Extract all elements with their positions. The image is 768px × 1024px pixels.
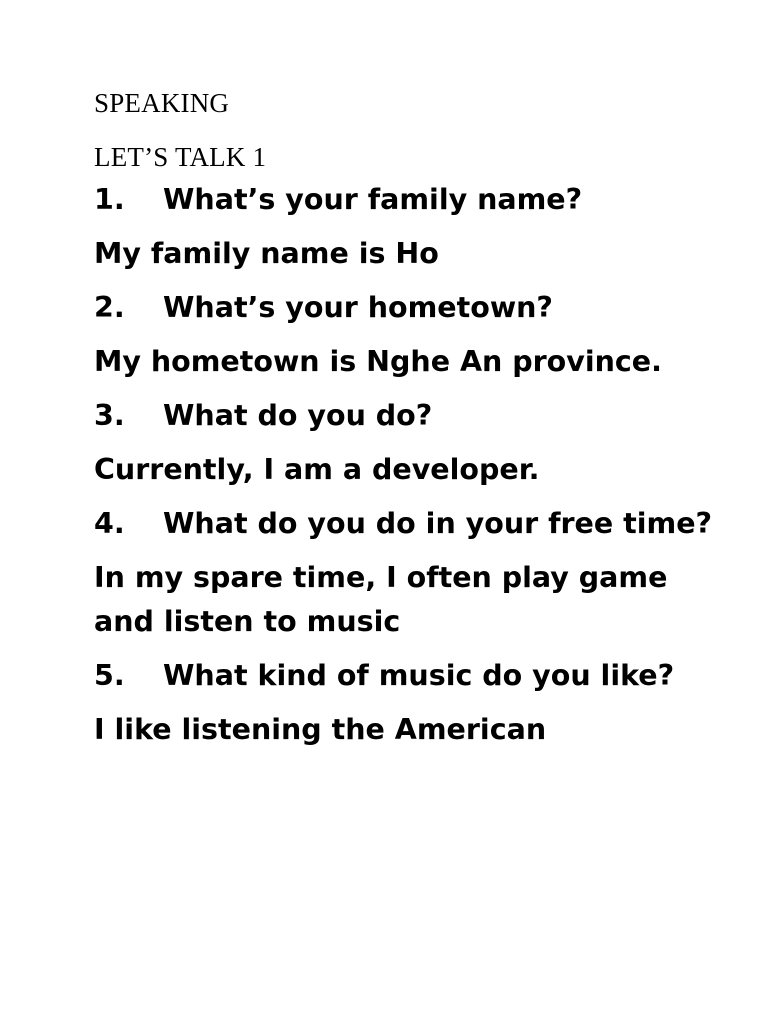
question-number: 5. xyxy=(94,659,125,692)
question-number: 4. xyxy=(94,507,125,540)
question-text: What’s your hometown? xyxy=(163,291,553,324)
question-number: 2. xyxy=(94,291,125,324)
question-4 xyxy=(94,502,734,546)
question-text: What kind of music do you like? xyxy=(163,659,675,692)
answer-2: My hometown is Nghe An province. xyxy=(94,345,662,378)
question-number: 1. xyxy=(94,183,125,216)
question-1 xyxy=(94,178,734,222)
answer-4: In my spare time, I often play game and listen to music xyxy=(94,561,668,638)
question-3 xyxy=(94,394,734,438)
document-page xyxy=(94,86,734,762)
subsection-heading: LET’S TALK 1 xyxy=(94,142,267,172)
question-text: What do you do in your free time? xyxy=(163,507,713,540)
question-number: 3. xyxy=(94,399,125,432)
answer-1: My family name is Ho xyxy=(94,237,439,270)
answer-3: Currently, I am a developer. xyxy=(94,453,540,486)
answer-5: I like listening the American xyxy=(94,713,547,746)
question-text: What do you do? xyxy=(163,399,433,432)
question-5 xyxy=(94,654,734,698)
question-text: What’s your family name? xyxy=(163,183,583,216)
section-heading: SPEAKING xyxy=(94,88,230,118)
question-2 xyxy=(94,286,734,330)
